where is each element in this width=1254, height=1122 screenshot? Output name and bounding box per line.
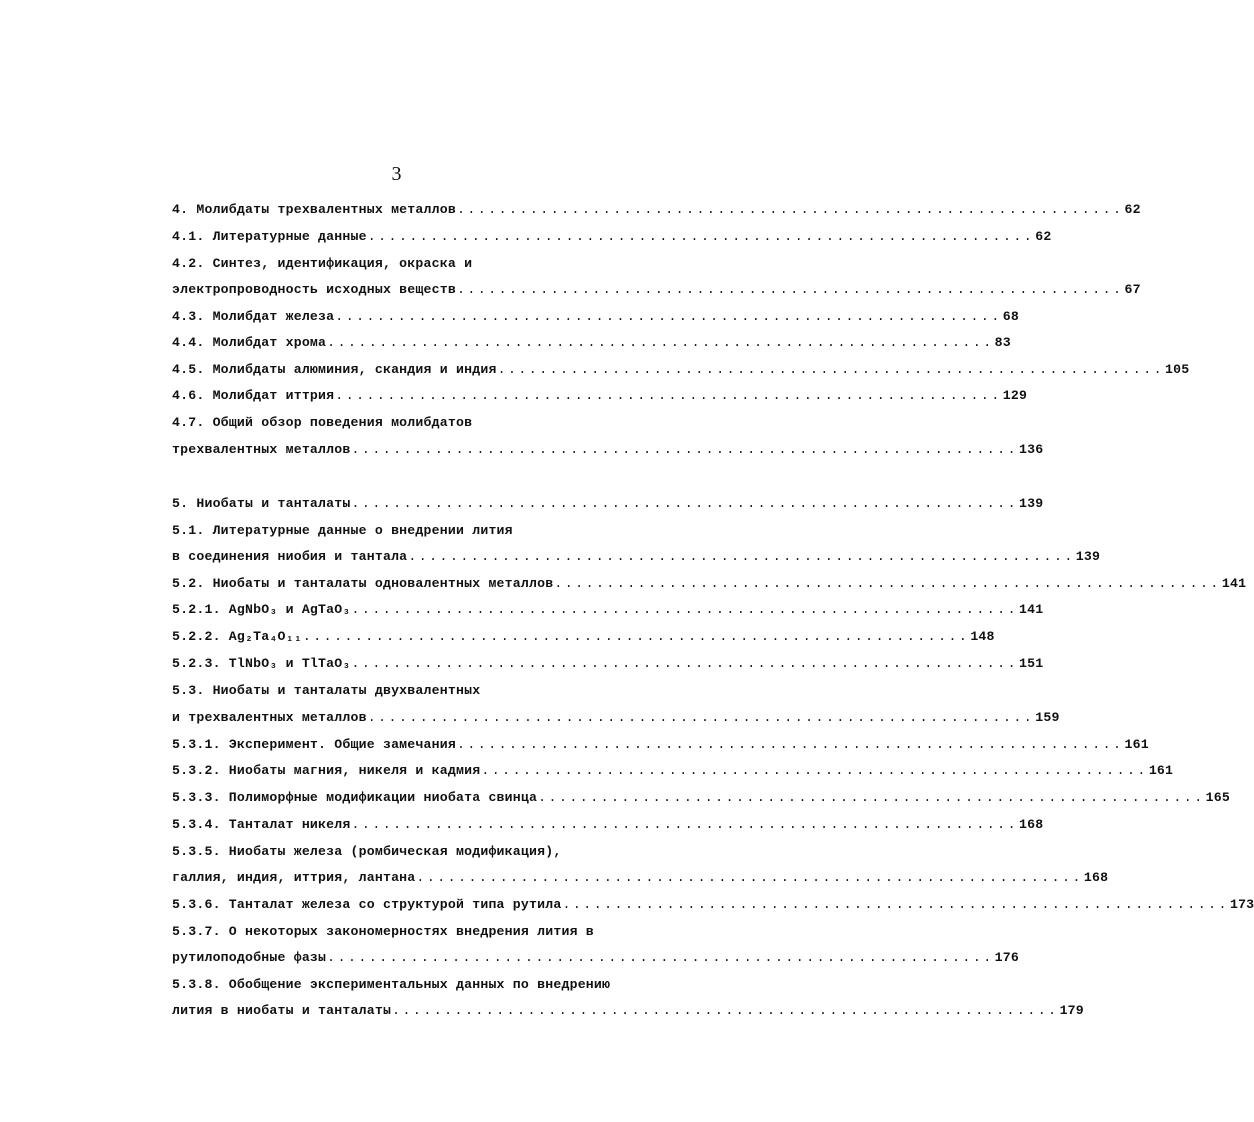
- toc-entry-title: 5. Ниобаты и танталаты: [172, 496, 351, 511]
- toc-entry-title: в соединения ниобия и тантала: [172, 549, 408, 564]
- toc-entry-page: 173: [1229, 897, 1254, 912]
- page-number: 3: [391, 163, 402, 185]
- toc-entry-title: трехвалентных металлов: [172, 442, 351, 457]
- toc-entry: 5.3.1. Эксперимент. Общие замечания ................................................................ 161: [172, 735, 718, 755]
- toc-entry: [172, 975, 718, 995]
- toc-entry-title: электропроводность исходных веществ: [172, 282, 456, 297]
- toc-entry-title: 5.3.1. Эксперимент. Общие замечания: [172, 737, 456, 752]
- toc-entry: 5.3.3. Полиморфные модификации ниобата свинца ................................................................ 165: [172, 788, 718, 808]
- toc-entry-page: 67: [1124, 282, 1141, 297]
- toc-entry-title: 5.3.7. О некоторых закономерностях внедрения лития в: [172, 924, 594, 939]
- toc-entry-page: 168: [1019, 817, 1044, 832]
- toc-entry-title: галлия, индия, иттрия, лантана: [172, 870, 416, 885]
- toc-entry-page: 179: [1059, 1003, 1084, 1018]
- toc-entry-page: 165: [1205, 790, 1230, 805]
- toc-entry: 5.2.1. AgNbO₃ и AgTaO₃ ................................................................ 141: [172, 600, 718, 620]
- toc-entry-title: 5.2.3. TlNbO₃ и TlTaO₃: [172, 656, 351, 671]
- toc-entry-page: 62: [1035, 229, 1052, 244]
- toc-entry-page: 151: [1019, 656, 1044, 671]
- toc-entry: 5.2.2. Ag₂Ta₄O₁₁ ................................................................ 148: [172, 627, 718, 647]
- toc-entry-page: 176: [994, 950, 1019, 965]
- toc-entry-title: 4.6. Молибдат иттрия: [172, 388, 335, 403]
- toc-entry: 4. Молибдаты трехвалентных металлов ................................................................ 62: [172, 200, 718, 220]
- toc-entry: трехвалентных металлов ................................................................ 136: [172, 440, 718, 460]
- toc-entry: [172, 842, 718, 862]
- toc-entry: 5.3.6. Танталат железа со структурой типа рутила ................................................................ 173: [172, 895, 718, 915]
- toc-entry-title: 5.3.8. Обобщение экспериментальных данных по внедрению: [172, 977, 611, 992]
- toc-entry-title: 5.2. Ниобаты и танталаты одновалентных металлов: [172, 576, 554, 591]
- toc-entry-title: 5.3.5. Ниобаты железа (ромбическая модификация),: [172, 844, 562, 859]
- toc-entry: [172, 521, 718, 541]
- toc-entry: [172, 922, 718, 942]
- toc-entry-page: 159: [1035, 710, 1060, 725]
- toc-entry-page: 148: [970, 629, 995, 644]
- toc-entry-page: 161: [1148, 763, 1174, 778]
- toc-entry-title: 5.2.1. AgNbO₃ и AgTaO₃: [172, 602, 351, 617]
- toc-entry-page: 68: [1002, 309, 1019, 324]
- toc-entry: лития в ниобаты и танталаты ................................................................ 179: [172, 1001, 718, 1021]
- toc-entry-title: рутилоподобные фазы: [172, 950, 327, 965]
- toc-entry: рутилоподобные фазы ................................................................ 176: [172, 948, 718, 968]
- toc-entry-title: 5.3.4. Танталат никеля: [172, 817, 351, 832]
- toc-entry: 5.3.2. Ниобаты магния, никеля и кадмия ................................................................ 161: [172, 761, 718, 781]
- toc-entry-page: 136: [1019, 442, 1044, 457]
- toc-entry: 4.3. Молибдат железа ................................................................ 68: [172, 307, 718, 327]
- toc-entry-title: 5.1. Литературные данные о внедрении лития: [172, 523, 513, 538]
- toc-entry-page: 141: [1221, 576, 1247, 591]
- toc-entry: 5.3.4. Танталат никеля ................................................................ 168: [172, 815, 718, 835]
- toc-entry-page: 141: [1019, 602, 1044, 617]
- toc-entry-page: 83: [994, 335, 1011, 350]
- toc-entry: [172, 681, 718, 701]
- toc-entry-title: 4.3. Молибдат железа: [172, 309, 335, 324]
- toc-entry: 4.6. Молибдат иттрия ................................................................ 129: [172, 386, 718, 406]
- toc-entry: [172, 413, 718, 433]
- toc-entry-page: 139: [1019, 496, 1044, 511]
- toc-entry-title: 5.3. Ниобаты и танталаты двухвалентных: [172, 683, 481, 698]
- toc-entry: галлия, индия, иттрия, лантана ................................................................ 168: [172, 868, 718, 888]
- toc-entry-page: 161: [1124, 737, 1149, 752]
- toc-entry-title: 5.2.2. Ag₂Ta₄O₁₁: [172, 629, 302, 644]
- toc-entry-page: 62: [1124, 202, 1141, 217]
- toc-entry: и трехвалентных металлов ................................................................ 159: [172, 708, 718, 728]
- toc-entry: электропроводность исходных веществ ................................................................ 67: [172, 280, 718, 300]
- toc-entry-title: 4. Молибдаты трехвалентных металлов: [172, 202, 456, 217]
- toc-entry-page: 129: [1002, 388, 1028, 403]
- toc-entry: в соединения ниобия и тантала ................................................................ 139: [172, 547, 718, 567]
- toc-entry-title: 4.5. Молибдаты алюминия, скандия и индия: [172, 362, 497, 377]
- toc-entry: 4.4. Молибдат хрома ................................................................ 83: [172, 333, 718, 353]
- toc-entry: 5. Ниобаты и танталаты ................................................................ 139: [172, 494, 718, 514]
- toc-entry-page: 139: [1075, 549, 1101, 564]
- toc-entry-page: 105: [1165, 362, 1190, 377]
- toc-entry-title: 4.4. Молибдат хрома: [172, 335, 327, 350]
- toc-entry-title: лития в ниобаты и танталаты: [172, 1003, 392, 1018]
- toc-entry-title: и трехвалентных металлов: [172, 710, 367, 725]
- toc-entry: [172, 254, 718, 274]
- toc-entry: 5.2. Ниобаты и танталаты одновалентных металлов ................................................................ 141: [172, 574, 718, 594]
- toc-entry-title: 4.2. Синтез, идентификация, окраска и: [172, 256, 473, 271]
- toc-entry-title: 5.3.6. Танталат железа со структурой типа рутила: [172, 897, 562, 912]
- toc-entry-title: 5.3.3. Полиморфные модификации ниобата свинца: [172, 790, 538, 805]
- toc-entry-title: 4.7. Общий обзор поведения молибдатов: [172, 415, 473, 430]
- toc-entry: 4.5. Молибдаты алюминия, скандия и индия ................................................................ 105: [172, 360, 718, 380]
- toc-entry: 5.2.3. TlNbO₃ и TlTaO₃ ................................................................ 151: [172, 654, 718, 674]
- toc-entry-title: 4.1. Литературные данные: [172, 229, 367, 244]
- toc-entry: 4.1. Литературные данные ................................................................ 62: [172, 227, 718, 247]
- toc-entry-page: 168: [1083, 870, 1109, 885]
- toc-entry-title: 5.3.2. Ниобаты магния, никеля и кадмия: [172, 763, 481, 778]
